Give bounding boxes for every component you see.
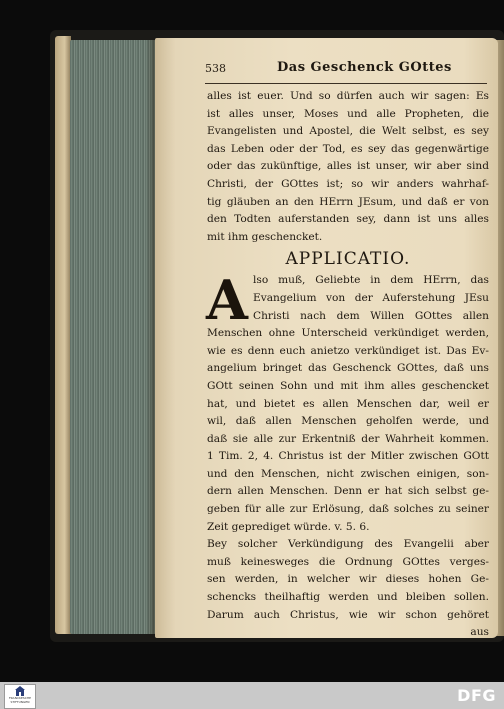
- text-line: wil, daß allen Menschen geholfen werde, und: [207, 415, 489, 428]
- text-line: hat, und bietet es allen Menschen dar, weil er: [207, 397, 489, 410]
- dfg-logo: DFG: [457, 686, 496, 705]
- text-line: Evangelisten und Apostel, die Welt selbst, es sey: [207, 125, 489, 138]
- text-line: muß keinesweges die Ordnung GOttes verges-: [207, 555, 489, 568]
- page-header: [205, 62, 487, 82]
- text-line: Zeit geprediget würde. v. 5. 6.: [207, 520, 370, 533]
- text-line: Menschen ohne Unterscheid verkündiget werden,: [207, 327, 489, 340]
- text-line: daß sie alle zur Erkentniß der Wahrheit kommen.: [207, 432, 489, 445]
- orphanage-building-icon: [14, 686, 26, 696]
- paragraph-1: [207, 88, 489, 246]
- text-line: ist alles unser, Moses und alle Propheten, die: [207, 107, 489, 120]
- text-line: wie es denn euch anietzo verkündiget ist. Das Ev-: [207, 344, 489, 357]
- text-line: oder das zukünftige, alles ist unser, wir aber sind: [207, 160, 489, 173]
- running-head: Das Geschenck GOttes: [277, 60, 452, 75]
- text-line: angelium bringet das Geschenck GOttes, daß uns: [207, 362, 489, 375]
- text-line: geben für alle zur Erlösung, daß solches zu seiner: [207, 503, 489, 516]
- book-page: [155, 38, 498, 638]
- text-line: 1 Tim. 2, 4. Christus ist der Mitler zwischen GOtt: [207, 450, 489, 463]
- text-line: das Leben oder der Tod, es sey das gegenwärtige: [207, 142, 489, 155]
- text-line: schencks theilhaftig werden und bleiben sollen.: [207, 591, 489, 604]
- section-heading: APPLICATIO.: [285, 249, 411, 270]
- paragraph-3: [207, 536, 489, 638]
- book-cover-edge: [55, 36, 71, 634]
- text-line: alles ist euer. Und so dürfen auch wir sagen: Es: [207, 90, 489, 102]
- text-line: lso muß, Geliebte in dem HErrn, das: [253, 274, 489, 287]
- text-line: mit ihm geschencket.: [207, 230, 323, 243]
- page-number: 538: [205, 62, 226, 75]
- text-line: sen werden, in welcher wir dieses hohen Ge-: [207, 573, 489, 586]
- page-text: [207, 88, 489, 638]
- viewer-footer-bar: [0, 682, 504, 709]
- text-line: Darum auch Christus, wie wir schon gehöret: [207, 608, 489, 621]
- text-line: Bey solcher Verkündigung des Evangelii aber: [207, 538, 489, 551]
- library-logo: [4, 684, 36, 709]
- text-line: Christi nach dem Willen GOttes allen: [253, 309, 489, 322]
- paragraph-2: [206, 268, 489, 536]
- text-line: GOtt seinen Sohn und mit ihm alles geschencket: [207, 379, 489, 392]
- text-line: den Todten auferstanden sey, dann ist uns alles: [207, 213, 489, 226]
- page-block-edges: [70, 40, 156, 634]
- text-line: Christi, der GOttes ist; so wir anders wahrhaf-: [207, 177, 489, 190]
- text-line: und den Menschen, nicht zwischen einigen, son-: [207, 467, 489, 480]
- text-line: tig gläuben an den HErrn JEsum, und daß er von: [207, 195, 489, 208]
- catchword: aus: [470, 626, 489, 638]
- drop-cap-initial: A: [206, 268, 248, 333]
- header-rule: [205, 83, 487, 84]
- text-line: Evangelium von der Auferstehung JEsu: [253, 291, 489, 304]
- text-line: dern allen Menschen. Denn er hat sich selbst ge-: [207, 485, 489, 498]
- library-logo-text: FRANCKESCHE STIFTUNGEN: [8, 696, 32, 704]
